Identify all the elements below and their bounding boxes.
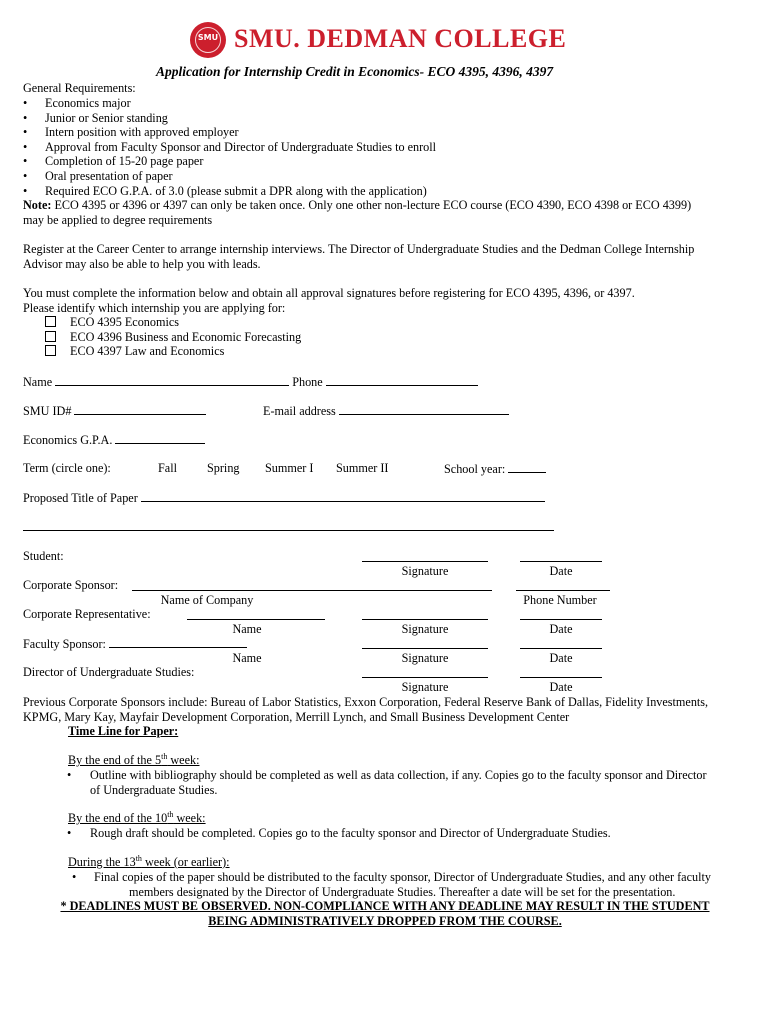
company-caption: Name of Company [160,593,254,607]
sponsors-text-2: KPMG, Mary Kay, Mayfair Development Corporation, Merrill Lynch, and Small Business Development Center [23,710,570,724]
list-item: • Economics major [23,96,436,111]
register-text-2: Advisor may also be able to help you with leads. [23,257,261,271]
timeline-heading: Time Line for Paper: [68,724,179,738]
gpa-label: Economics G.P.A. [23,433,113,447]
smu-id-input[interactable] [74,403,206,415]
company-name-line[interactable] [132,590,492,591]
term-label: Term (circle one): [23,461,111,475]
course-label: ECO 4397 Law and Economics [70,344,225,358]
bullet-icon: • [67,826,72,840]
note-text: ECO 4395 or 4396 or 4397 can only be taken once. Only one other non-lecture ECO course (ECO 4390, ECO 4398 or ECO 4399) [51,198,692,212]
faculty-name-input[interactable] [109,636,247,648]
checkbox[interactable] [45,331,56,342]
page-title: Application for Internship Credit in Economics- ECO 4395, 4396, 4397 [156,64,554,79]
company-phone-line[interactable] [516,590,610,591]
date-caption: Date [549,651,573,665]
school-year-input[interactable] [508,461,546,473]
email-field [263,403,509,419]
requirements-heading: General Requirements: [23,81,136,95]
register-text-1: Register at the Career Center to arrange internship interviews. The Director of Undergraduate Studies and the Dedman College Internship [23,242,695,256]
name-label: Name [23,375,53,389]
deadline-warning-1: * DEADLINES MUST BE OBSERVED. NON-COMPLIANCE WITH ANY DEADLINE MAY RESULT IN THE STUDENT [60,899,710,913]
seal-text: SMU [197,33,219,42]
checkbox[interactable] [45,345,56,356]
faculty-signature-line[interactable] [362,648,488,649]
paper-title-field [23,490,545,506]
faculty-date-line[interactable] [520,648,602,649]
list-item: • Completion of 15-20 page paper [23,154,436,169]
paper-title-input[interactable] [141,490,545,502]
note-line-2: may be applied to degree requirements [23,213,213,227]
paper-title-input-line-2[interactable] [23,530,554,531]
smu-seal-icon [190,22,226,58]
signature-caption: Signature [401,622,449,636]
school-year-field [444,461,546,477]
list-item: • Approval from Faculty Sponsor and Director of Undergraduate Studies to enroll [23,140,436,155]
gpa-input[interactable] [115,432,205,444]
week-5-text-1: Outline with bibliography should be completed as well as data collection, if any. Copies go to the faculty sponsor and Director [90,768,707,782]
faculty-sponsor-field [23,636,247,652]
list-item: • Oral presentation of paper [23,169,436,184]
course-option-4395[interactable] [45,315,179,330]
term-fall[interactable]: Fall [158,461,177,475]
rep-signature-line[interactable] [362,619,488,620]
smu-id-field [23,403,206,419]
brand-name: SMU. DEDMAN COLLEGE [234,24,567,53]
list-item: • Intern position with approved employer [23,125,436,140]
course-label: ECO 4396 Business and Economic Forecasting [70,330,302,344]
student-date-line[interactable] [520,561,602,562]
note-label: Note: [23,198,52,212]
complete-text-2: Please identify which internship you are applying for: [23,301,286,315]
course-option-4396[interactable] [45,330,301,345]
paper-title-label: Proposed Title of Paper [23,491,138,505]
phone-input[interactable] [326,374,478,386]
week-10-heading: By the end of the 10th week: [68,809,206,825]
director-signature-line[interactable] [362,677,488,678]
name-input[interactable] [55,374,289,386]
week-13-text-1: Final copies of the paper should be distributed to the faculty sponsor, Director of Undergraduate Studies, and any other faculty [94,870,711,884]
bullet-icon: • [72,870,77,884]
term-summer-2[interactable]: Summer II [336,461,389,475]
signature-caption: Signature [401,680,449,694]
name-caption: Name [232,651,262,665]
term-summer-1[interactable]: Summer I [265,461,314,475]
gpa-field [23,432,205,448]
note-line-1 [23,198,691,213]
signature-caption: Signature [401,651,449,665]
student-signature-line[interactable] [362,561,488,562]
email-input[interactable] [339,403,509,415]
rep-date-line[interactable] [520,619,602,620]
director-label: Director of Undergraduate Studies: [23,665,195,679]
phone-number-caption: Phone Number [523,593,597,607]
director-date-line[interactable] [520,677,602,678]
complete-text-1: You must complete the information below and obtain all approval signatures before registering for ECO 4395, 4396, or 4397. [23,286,635,300]
week-5-text-2: of Undergraduate Studies. [90,783,218,797]
rep-name-line[interactable] [187,619,325,620]
smu-dedman-logo [190,22,590,58]
course-option-4397[interactable] [45,344,224,359]
smu-id-label: SMU ID# [23,404,72,418]
course-label: ECO 4395 Economics [70,315,179,329]
signature-caption: Signature [401,564,449,578]
corporate-rep-label: Corporate Representative: [23,607,151,621]
week-10-text-1: Rough draft should be completed. Copies go to the faculty sponsor and Director of Undergraduate Studies. [90,826,611,840]
email-label: E-mail address [263,404,336,418]
deadline-warning-2: BEING ADMINISTRATIVELY DROPPED FROM THE COURSE. [208,914,562,928]
date-caption: Date [549,564,573,578]
list-item: • Junior or Senior standing [23,111,436,126]
faculty-sponsor-label: Faculty Sponsor: [23,637,106,651]
name-caption: Name [232,622,262,636]
checkbox[interactable] [45,316,56,327]
date-caption: Date [549,680,573,694]
sponsors-text-1: Previous Corporate Sponsors include: Bureau of Labor Statistics, Exxon Corporation, Federal Reserve Bank of Dallas, Fidelity Investments, [23,695,709,709]
list-item: • Required ECO G.P.A. of 3.0 (please submit a DPR along with the application) [23,184,436,199]
bullet-icon: • [67,768,72,782]
corporate-sponsor-label: Corporate Sponsor: [23,578,119,592]
requirements-list [23,96,436,198]
week-13-heading: During the 13th week (or earlier): [68,853,230,869]
school-year-label: School year: [444,462,506,476]
student-label: Student: [23,549,64,563]
week-5-heading: By the end of the 5th week: [68,751,200,767]
name-field [23,374,478,390]
term-spring[interactable]: Spring [207,461,240,475]
week-13-text-2: members designated by the Director of Undergraduate Studies. Thereafter a date will be set for the presentation. [129,885,676,899]
phone-label: Phone [292,375,323,389]
date-caption: Date [549,622,573,636]
